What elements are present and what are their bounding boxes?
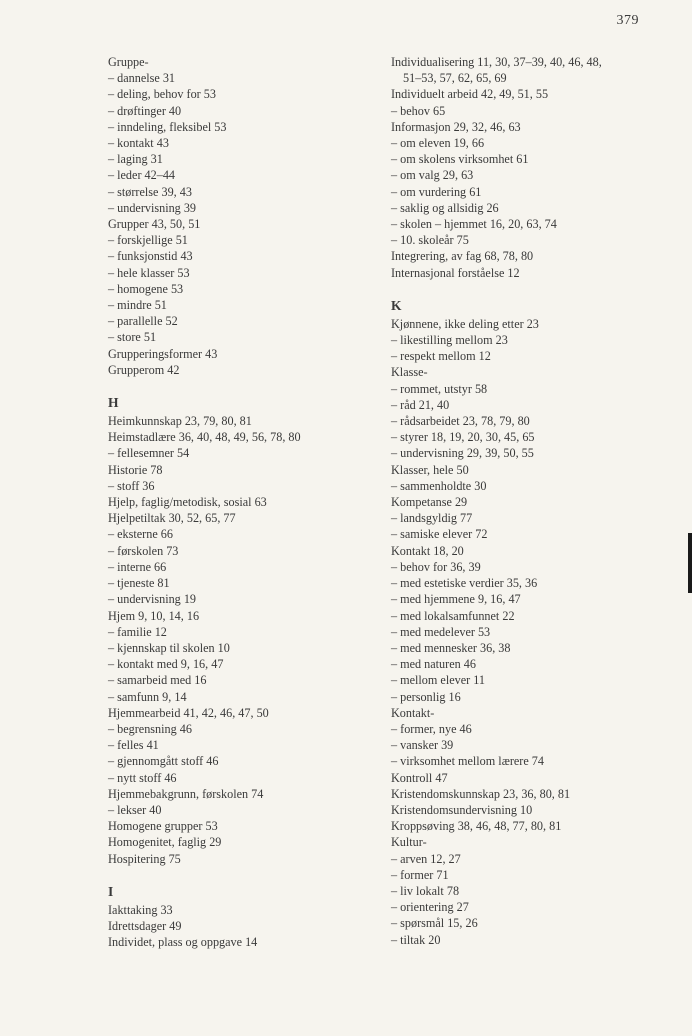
index-entry: – størrelse 39, 43 [108,184,192,199]
index-entry: Gruppe- [108,55,149,69]
index-section-letter: K [391,297,402,313]
index-entry: Kontroll 47 [391,770,448,785]
index-entry: – former 71 [391,867,449,882]
index-entry: – inndeling, fleksibel 53 [108,119,227,134]
index-entry: – med medelever 53 [391,624,491,639]
index-entry: – leder 42–44 [108,168,176,183]
index-entry: – funksjonstid 43 [108,249,193,264]
index-entry: Kontakt 18, 20 [391,543,464,558]
index-entry: – hele klasser 53 [108,265,190,280]
index-entry: – rommet, utstyr 58 [391,381,488,396]
index-entry: Klasser, hele 50 [391,462,469,477]
index-entry: – kontakt 43 [108,136,169,151]
index-entry: – undervisning 39 [108,200,197,215]
index-entry: – kjennskap til skolen 10 [108,640,230,655]
index-entry: – gjennomgått stoff 46 [108,754,219,769]
index-entry: – stoff 36 [108,478,155,493]
index-entry: – store 51 [108,330,157,345]
index-entry: – med estetiske verdier 35, 36 [391,576,538,591]
index-entry: Heimkunnskap 23, 79, 80, 81 [108,414,252,429]
index-entry: Kompetanse 29 [391,495,468,510]
index-entry: – drøftinger 40 [108,103,182,118]
index-entry: Grupperingsformer 43 [108,346,218,361]
index-entry: Iakttaking 33 [108,902,173,917]
index-entry: Hjemmearbeid 41, 42, 46, 47, 50 [108,705,269,720]
index-column-right [391,54,651,948]
index-entry: – styrer 18, 19, 20, 30, 45, 65 [391,430,535,445]
index-entry: – lekser 40 [108,802,162,817]
index-entry-continuation: 51–53, 57, 62, 65, 69 [403,71,507,86]
index-entry: – behov for 36, 39 [391,559,481,574]
index-entry: Grupperom 42 [108,362,180,377]
index-entry: Informasjon 29, 32, 46, 63 [391,119,521,134]
index-column-left [108,54,378,950]
index-entry: – landsgyldig 77 [391,511,473,526]
index-entry: – laging 31 [108,152,163,167]
index-entry: – råd 21, 40 [391,397,450,412]
index-section-letter: H [108,395,119,411]
index-entry: – felles 41 [108,738,159,753]
index-entry: Klasse- [391,365,428,380]
index-entry: Kjønnene, ikke deling etter 23 [391,316,539,331]
index-entry: Kroppsøving 38, 46, 48, 77, 80, 81 [391,819,562,834]
index-entry: – vansker 39 [391,738,454,753]
index-entry: – skolen – hjemmet 16, 20, 63, 74 [391,217,557,232]
index-entry: Internasjonal forståelse 12 [391,265,520,280]
index-entry: – forskjellige 51 [108,233,188,248]
index-entry: – personlig 16 [391,689,461,704]
index-entry: – om vurdering 61 [391,184,482,199]
index-entry: Kristendomsundervisning 10 [391,802,533,817]
page-edge-mark [688,533,692,593]
index-entry: Kontakt- [391,705,435,720]
index-entry: – samiske elever 72 [391,527,488,542]
index-entry: – om skolens virksomhet 61 [391,152,529,167]
index-entry: – saklig og allsidig 26 [391,200,499,215]
index-entry: Individualisering 11, 30, 37–39, 40, 46, 48, [391,55,602,69]
index-entry: Integrering, av fag 68, 78, 80 [391,249,534,264]
index-entry: – familie 12 [108,624,167,639]
index-entry: – fellesemner 54 [108,446,190,461]
index-entry: – undervisning 19 [108,592,197,607]
index-entry: – samfunn 9, 14 [108,689,187,704]
index-entry: Individet, plass og oppgave 14 [108,935,258,950]
index-entry: Grupper 43, 50, 51 [108,217,201,232]
index-entry: – dannelse 31 [108,71,176,86]
index-entry: Hjelpetiltak 30, 52, 65, 77 [108,511,236,526]
index-entry: – begrensning 46 [108,721,192,736]
index-entry: – sammenholdte 30 [391,478,487,493]
index-entry: – parallelle 52 [108,314,178,329]
index-entry: Hjemmebakgrunn, førskolen 74 [108,786,264,801]
index-entry: Historie 78 [108,462,163,477]
index-entry: – interne 66 [108,559,167,574]
index-entry: – liv lokalt 78 [391,883,460,898]
index-entry: – virksomhet mellom lærere 74 [391,754,544,769]
index-entry: Hospitering 75 [108,851,181,866]
index-section-letter: I [108,883,114,899]
index-entry: – tiltak 20 [391,932,441,947]
index-entry: – likestilling mellom 23 [391,333,508,348]
index-entry: – behov 65 [391,103,446,118]
index-entry: – orientering 27 [391,900,469,915]
index-entry: – homogene 53 [108,281,184,296]
index-entry: – med naturen 46 [391,657,476,672]
index-entry: – rådsarbeidet 23, 78, 79, 80 [391,414,530,429]
index-entry: – tjeneste 81 [108,576,170,591]
index-entry: Kristendomskunnskap 23, 36, 80, 81 [391,786,571,801]
index-entry: – med mennesker 36, 38 [391,640,511,655]
index-entry: – samarbeid med 16 [108,673,207,688]
index-entry: – undervisning 29, 39, 50, 55 [391,446,534,461]
page-number: 379 [616,13,639,28]
index-entry: – arven 12, 27 [391,851,461,866]
index-entry: – mellom elever 11 [391,673,485,688]
index-entry: – 10. skoleår 75 [391,233,469,248]
index-entry: Hjem 9, 10, 14, 16 [108,608,200,623]
index-entry: – spørsmål 15, 26 [391,916,478,931]
index-entry: Homogenitet, faglig 29 [108,835,222,850]
index-entry: – respekt mellom 12 [391,349,491,364]
index-entry: – kontakt med 9, 16, 47 [108,657,224,672]
index-entry: – mindre 51 [108,298,167,313]
index-entry: Homogene grupper 53 [108,819,218,834]
index-entry: – om valg 29, 63 [391,168,474,183]
index-entry: Idrettsdager 49 [108,918,182,933]
index-entry: – med lokalsamfunnet 22 [391,608,515,623]
index-entry: – nytt stoff 46 [108,770,177,785]
index-entry: – om eleven 19, 66 [391,136,485,151]
index-entry: Heimstadlære 36, 40, 48, 49, 56, 78, 80 [108,430,301,445]
index-entry: Hjelp, faglig/metodisk, sosial 63 [108,495,267,510]
index-entry: Individuelt arbeid 42, 49, 51, 55 [391,87,549,102]
index-entry: – former, nye 46 [391,721,472,736]
index-entry: – med hjemmene 9, 16, 47 [391,592,521,607]
index-entry: – førskolen 73 [108,543,179,558]
index-entry: – eksterne 66 [108,527,173,542]
index-entry: Kultur- [391,835,427,850]
index-entry: – deling, behov for 53 [108,87,216,102]
